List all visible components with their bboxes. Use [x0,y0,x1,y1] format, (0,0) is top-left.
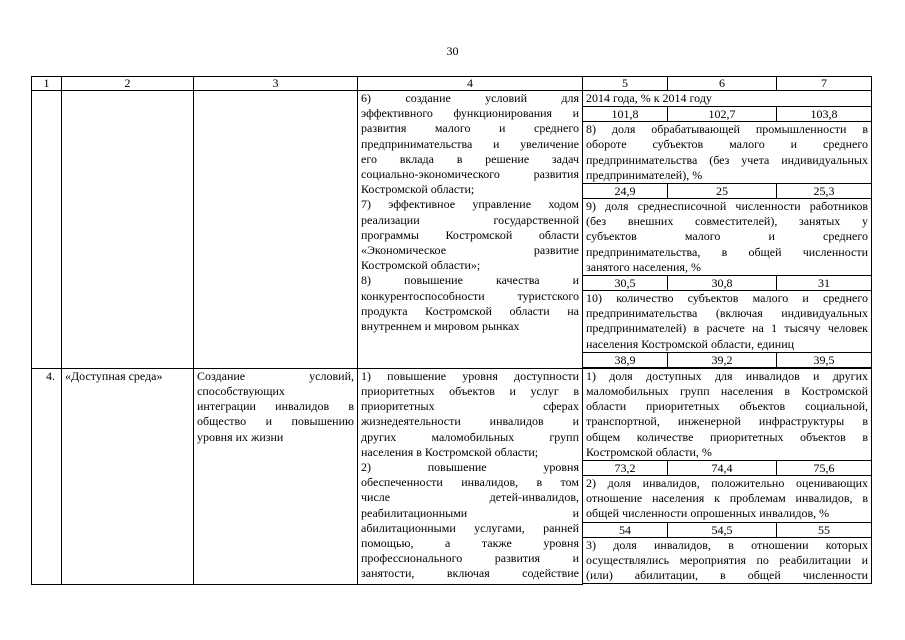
task-line: эффективного функционирования и [361,106,579,121]
col-header-5: 5 [583,77,668,91]
value-2023: 54,5 [668,522,777,537]
goal-line: Создание условий, [197,368,354,383]
value-2023: 30,8 [668,276,777,291]
indicator-line: маломобильных групп населения в Костромской [586,384,868,399]
indicator-line: предпринимательства (без учета индивидуальных [586,152,868,167]
indicator-cell [583,199,872,276]
indicator-line: 2) доля инвалидов, положительно оценивающих [586,476,868,491]
indicator-line: общем количестве приоритетных объектов в [586,429,868,444]
program-name-cell [62,91,194,369]
indicator-line: осуществлялись мероприятия по реабилитации и [586,552,868,567]
indicator-cell [583,476,872,523]
indicator-cell [583,368,872,460]
value-2022: 30,5 [583,276,668,291]
value-2023: 102,7 [668,107,777,122]
program-goal-cell [194,91,358,369]
task-line: конкурентоспособности туристского [361,288,579,303]
task-line: развития малого и среднего [361,121,579,136]
indicator-line: транспортной, инженерной инфраструктуры в [586,414,868,429]
indicator-line: субъектов малого и среднего [586,229,868,244]
task-line: социально-экономического развития [361,167,579,182]
table-row-program-4 [32,368,872,460]
task-line: реабилитационными и [361,505,579,520]
indicator-cell [583,122,872,184]
goal-line: уровня их жизни [197,429,284,444]
task-line: его вклада в решение задач [361,151,579,166]
task-line: 7) эффективное управление ходом [361,197,579,212]
goal-line: интеграции инвалидов в [197,399,354,414]
col-header-6: 6 [668,77,777,91]
indicator-line: обороте субъектов малого и среднего [586,137,868,152]
task-line: 8) повышение качества и [361,273,579,288]
task-line: Костромской области»; [361,258,481,273]
col-header-3: 3 [194,77,358,91]
value-2023: 74,4 [668,461,777,476]
task-line: занятости, включая содействие [361,566,579,581]
col-header-4: 4 [358,77,583,91]
value-2024: 39,5 [777,352,872,367]
col-header-1: 1 [32,77,62,91]
value-2024: 55 [777,522,872,537]
task-line: обеспеченности инвалидов, в том [361,475,579,490]
goal-line: общество и повышению [197,414,354,429]
column-header-row [32,77,872,91]
task-line: «Экономическое развитие [361,243,579,258]
task-line: абилитационными услугами, ранней [361,520,579,535]
task-line: помощью, а также уровня [361,536,579,551]
task-line: программы Костромской области [361,227,579,242]
row-number-cell: 4. [32,368,62,584]
value-2022: 24,9 [583,184,668,199]
task-line: других маломобильных групп [361,429,579,444]
indicator-line: 8) доля обрабатывающей промышленности в [586,122,868,137]
value-2023: 39,2 [668,352,777,367]
indicator-cell: 2014 года, % к 2014 году [583,91,872,107]
task-line: внутреннем и мировом рынках [361,319,520,334]
value-2022: 38,9 [583,352,668,367]
task-line: 1) повышение уровня доступности [361,368,579,383]
indicator-line: 9) доля среднесписочной численности работников [586,199,868,214]
indicator-line: отношение населения к проблемам инвалидов, в [586,491,868,506]
task-line: профессионального развития и [361,551,579,566]
task-line: приоритетных объектов и услуг в [361,384,579,399]
task-line: продукта Костромской области на [361,303,579,318]
program-name-cell: «Доступная среда» [62,368,194,584]
tasks-cell [358,368,583,584]
indicator-line: занятого населения, % [586,259,701,274]
indicator-line: Костромской области, % [586,444,712,459]
value-2022: 54 [583,522,668,537]
indicator-line: области приоритетных объектов социальной, [586,399,868,414]
value-2024: 25,3 [777,184,872,199]
program-table [31,76,872,585]
indicator-line: 3) доля инвалидов, в отношении которых [586,537,868,552]
indicator-line: предпринимателей), % [586,167,703,182]
value-2022: 101,8 [583,107,668,122]
program-goal-cell [194,368,358,584]
indicator-cell [583,537,872,584]
col-header-2: 2 [62,77,194,91]
task-line: Костромской области; [361,182,475,197]
value-2024: 75,6 [777,461,872,476]
task-line: 2) повышение уровня [361,460,579,475]
task-line: жизнедеятельности инвалидов и [361,414,579,429]
indicator-line: населения Костромской области, единиц [586,336,795,351]
value-2024: 103,8 [777,107,872,122]
task-line: предпринимательства и увеличение [361,136,579,151]
indicator-line: 1) доля доступных для инвалидов и других [586,368,868,383]
value-2023: 25 [668,184,777,199]
page-number: 30 [446,44,459,58]
indicator-line: 10) количество субъектов малого и среднего [586,291,868,306]
indicator-line: предпринимательства (включая индивидуальных [586,306,868,321]
task-line: приоритетных сферах [361,399,579,414]
table-row-continuation [32,91,872,107]
row-number-cell [32,91,62,369]
indicator-cell [583,291,872,353]
task-line: населения в Костромской области; [361,444,539,459]
indicator-line: предпринимателей) в расчете на 1 тысячу человек [586,321,868,336]
indicator-line: общей численности опрошенных инвалидов, % [586,506,830,521]
goal-line: способствующих [197,384,285,399]
indicator-line: предпринимательства, в общей численности [586,244,868,259]
task-line: 6) создание условий для [361,91,579,105]
tasks-cell [358,91,583,369]
value-2024: 31 [777,276,872,291]
value-2022: 73,2 [583,461,668,476]
col-header-7: 7 [777,77,872,91]
task-line: реализации государственной [361,212,579,227]
task-line: числе детей-инвалидов, [361,490,579,505]
indicator-line: (без внешних совместителей), занятых у [586,214,868,229]
indicator-line: (или) абилитации, в общей численности [586,568,868,583]
